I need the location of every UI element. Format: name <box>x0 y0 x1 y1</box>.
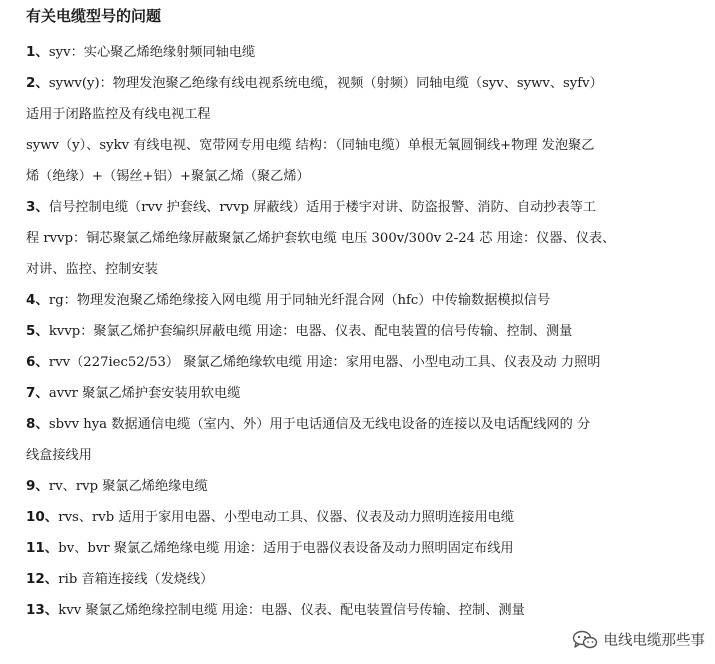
list-item <box>26 68 706 192</box>
item-number: 10、 <box>26 509 59 525</box>
item-text: avvr 聚氯乙烯护套安装用软电缆 <box>48 386 241 401</box>
item-text: kvv 聚氯乙烯绝缘控制电缆 用途：电器、仪表、配电装置信号传输、控制、测量 <box>58 603 525 618</box>
document <box>26 6 706 626</box>
item-list <box>26 37 706 626</box>
item-number: 9、 <box>26 478 49 494</box>
item-text: rvv（227iec52/53） 聚氯乙烯绝缘软电缆 用途：家用电器、小型电动工具、仪表及动 力照明 <box>48 355 601 370</box>
item-line <box>26 471 706 502</box>
item-text: bv、bvr 聚氯乙烯绝缘电缆 用途：适用于电器仪表设备及动力照明固定布线用 <box>58 541 514 556</box>
item-number: 5、 <box>26 323 49 339</box>
item-text: kvvp：聚氯乙烯护套编织屏蔽电缆 用途：电器、仪表、配电装置的信号传输、控制、测量 <box>48 324 573 339</box>
item-line <box>26 285 706 316</box>
item-text: sywv(y)：物理发泡聚乙绝缘有线电视系统电缆，视频（射频）同轴电缆（syv、sywv、syfv） <box>48 76 603 91</box>
item-text: 适用于闭路监控及有线电视工程 <box>26 107 211 122</box>
item-line <box>26 316 706 347</box>
item-line <box>26 99 706 130</box>
list-item <box>26 37 706 68</box>
item-line <box>26 409 706 440</box>
list-item <box>26 347 706 378</box>
item-line <box>26 161 706 192</box>
list-item <box>26 533 706 564</box>
list-item <box>26 502 706 533</box>
item-text: 信号控制电缆（rvv 护套线、rvvp 屏蔽线）适用于楼宇对讲、防盗报警、消防、自动抄表等工 <box>48 200 597 215</box>
document-title: 有关电缆型号的问题 <box>26 7 162 25</box>
item-text: sbvv hya 数据通信电缆（室内、外）用于电话通信及无线电设备的连接以及电话配线网的 分 <box>48 417 591 432</box>
item-line <box>26 68 706 99</box>
item-text: syv：实心聚乙烯绝缘射频同轴电缆 <box>48 45 256 60</box>
item-text: rg：物理发泡聚乙烯绝缘接入网电缆 用于同轴光纤混合网（hfc）中传输数据模拟信号 <box>48 293 551 308</box>
item-number: 4、 <box>26 292 49 308</box>
item-line <box>26 378 706 409</box>
item-text: rvs、rvb 适用于家用电器、小型电动工具、仪器、仪表及动力照明连接用电缆 <box>58 510 515 525</box>
item-line <box>26 130 706 161</box>
list-item <box>26 564 706 595</box>
item-text: 线盒接线用 <box>26 448 92 463</box>
watermark <box>572 629 706 650</box>
item-line <box>26 223 706 254</box>
item-number: 13、 <box>26 602 59 618</box>
list-item <box>26 471 706 502</box>
watermark-text: 电线电缆那些事 <box>603 633 705 649</box>
item-text: 程 rvvp：铜芯聚氯乙烯绝缘屏蔽聚氯乙烯护套软电缆 电压 300v/300v 2-24 芯 用途：仪器、仪表、 <box>26 231 616 246</box>
item-line <box>26 192 706 223</box>
item-line <box>26 37 706 68</box>
item-text: 烯（绝缘）+（锡丝+铝）+聚氯乙烯（聚乙烯） <box>26 169 310 184</box>
list-item <box>26 316 706 347</box>
item-line <box>26 533 706 564</box>
item-line <box>26 502 706 533</box>
item-text: sywv（y）、sykv 有线电视、宽带网专用电缆 结构：（同轴电缆）单根无氧圆铜线+物理 发泡聚乙 <box>26 138 595 153</box>
item-number: 6、 <box>26 354 49 370</box>
item-line <box>26 440 706 471</box>
item-number: 7、 <box>26 385 49 401</box>
item-line <box>26 347 706 378</box>
item-text: rv、rvp 聚氯乙烯绝缘电缆 <box>48 479 208 494</box>
item-line <box>26 595 706 626</box>
item-number: 2、 <box>26 75 49 91</box>
list-item <box>26 378 706 409</box>
list-item <box>26 285 706 316</box>
item-line <box>26 254 706 285</box>
item-line <box>26 564 706 595</box>
list-item <box>26 409 706 471</box>
item-text: 对讲、监控、控制安装 <box>26 262 158 277</box>
item-number: 1、 <box>26 44 49 60</box>
list-item <box>26 595 706 626</box>
wechat-icon <box>572 630 598 650</box>
list-item <box>26 192 706 285</box>
item-text: rib 音箱连接线（发烧线） <box>58 572 214 587</box>
item-number: 3、 <box>26 199 49 215</box>
item-number: 12、 <box>26 571 59 587</box>
item-number: 8、 <box>26 416 49 432</box>
item-number: 11、 <box>26 540 59 556</box>
